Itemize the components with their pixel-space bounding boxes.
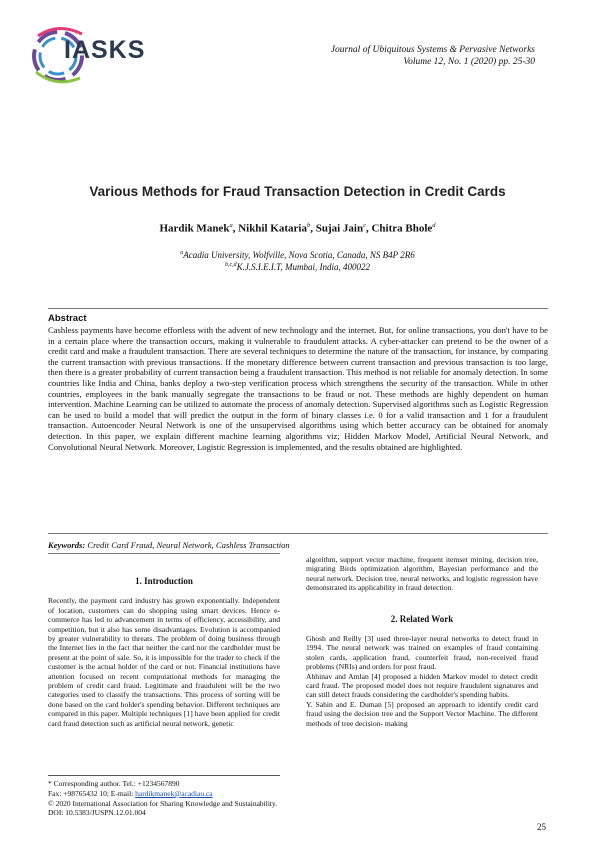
author-name: Sujai Jain bbox=[315, 222, 364, 235]
divider bbox=[48, 533, 548, 534]
copyright: © 2020 International Association for Sharing Knowledge and Sustainability. bbox=[48, 798, 278, 808]
related-paragraph: Y. Sahin and E. Duman [5] proposed an approach to identify credit card fraud using the decision tree and the Support Vector Machine. The different methods of tree decision- making bbox=[306, 699, 538, 728]
affiliation-sup: a bbox=[180, 250, 184, 256]
author-list: Hardik Manek$^a$, Nikhil Kataria$^b$, Sujai Jain$^c$, Chitra Bhole$^d$ bbox=[159, 222, 436, 235]
contact-line bbox=[48, 789, 368, 799]
journal-name: Journal of Ubiquitous Systems & Pervasive Networks bbox=[330, 45, 535, 55]
related-paragraph: Abhinav and Amlan [4] proposed a hidden Markov model to detect credit card fraud. The proposed model does not require fraudulent signatures and can still detect frauds considering the cardholder's spending habits. bbox=[306, 671, 538, 700]
footnote bbox=[48, 779, 368, 818]
author-name: Chitra Bhole bbox=[371, 222, 433, 235]
affiliation bbox=[0, 262, 595, 272]
author-sup: c bbox=[363, 222, 366, 229]
fax-text: Fax: +98765432 10; E-mail: bbox=[48, 788, 136, 798]
abstract-heading: Abstract bbox=[48, 313, 87, 324]
divider bbox=[48, 308, 548, 309]
divider bbox=[48, 553, 280, 554]
affiliation-sup: b,c,d bbox=[225, 262, 237, 268]
keywords bbox=[48, 540, 290, 550]
section-heading: 1. Introduction bbox=[135, 576, 193, 586]
affiliation-text: K.J.S.I.E.I.T, Mumbai, India, 400022 bbox=[236, 262, 370, 272]
doi: DOI: 10.5383/JUSPN.12.01.004 bbox=[48, 808, 146, 818]
keywords-text: Credit Card Fraud, Neural Network, Cashless Transaction bbox=[87, 540, 290, 550]
section-heading: 2. Related Work bbox=[390, 613, 454, 624]
intro-paragraph: Recently, the payment card industry has grown exponentially. Independent of location, customers can do shopping using smart devices. Hence e-commerce has led to advancement in terms of efficiency, accessibility, and competition, but it also has some disadvantages. Evolution is accompanied by greater vulnerability to threats. The problem of doing business through the Internet lies in the fact that neither the card nor the cardholder must be present at the point of sale. So, it is impossible for the trader to check if the customer is the actual holder of the card or not. Financial institutions have attention focused on recent computational methods for managing the problem of credit card fraud. Legitimate and fraudulent will be the two categories used to classify the transactions. This process of sorting will be done based on the card holder's spending behavior. Different techniques are compared in this paper. Multiple techniques [1] have been applied for credit card fraud detection such as artificial neural network, genetic bbox=[48, 596, 280, 728]
journal-issue: Volume 12, No. 1 (2020) pp. 25-30 bbox=[403, 57, 535, 67]
author-name: Hardik Manek bbox=[159, 222, 230, 235]
publisher-logo bbox=[28, 22, 146, 92]
author-sup: a bbox=[229, 222, 233, 229]
author-name: Nikhil Kataria bbox=[238, 222, 307, 235]
corresponding-author: * Corresponding author. Tel.: +1234567890 bbox=[48, 779, 180, 788]
footnote-divider bbox=[48, 775, 280, 776]
keywords-label: Keywords: bbox=[48, 540, 86, 550]
page-number: 25 bbox=[537, 822, 546, 832]
abstract-text: Cashless payments have become effortless with the advent of new technology and the internet. But, for online transactions, you don't have to be in a certain place where the transaction occurs, making it vulnerable to fraudulent attacks. A cyber-attacker can pretend to be the owner of a credit card and make a fraudulent transaction. There are several techniques to determine the nature of the transaction, for instance, by comparing the current transaction with previous transactions. If the monetary difference between current transaction and previous transaction is too large, then there is a greater probability of current transaction being a fraudulent transaction. This method is not reliable for anomaly detection. In some countries like India and China, banks deploy a two-step verification process which strengthens the security of the transaction. While in other countries, employees in the bank manually segregate the transactions to be fraud or not. These methods are highly dependent on human intervention. Machine Learning can be utilized to automate the process of anomaly detection. Supervised algorithms such as Logistic Regression can be used to build a model that will predict the output in the form of binary classes i.e. 0 for a valid transaction and 1 for a fraudulent transaction. Autoencoder Neural Network is one of the unsupervised algorithms using which better accuracy can be obtained for anomaly detection. In this paper, we explain different machine learning algorithms viz; Hidden Markov Model, Artificial Neural Network, and Convolutional Neural Network. Moreover, Logistic Regression is implemented, and the results obtained are highlighted. bbox=[48, 325, 548, 452]
intro-continuation: algorithm, support vector machine, frequent itemset mining, decision tree, migrating Birds optimization algorithm, Bayesian performance and the neural network. Decision tree, neural networks, and logistic regression have demonstrated its applicability in fraud detection. bbox=[306, 555, 538, 593]
logo-text: IASKS bbox=[64, 36, 146, 64]
related-paragraph: Ghosh and Reilly [3] used three-layer neural networks to detect fraud in 1994. The neural network was trained on examples of fraud containing stolen cards, application fraud, counterfeit fraud, non-received fraud problems (NRIs) and orders for post fraud. bbox=[306, 634, 538, 672]
author-sup: b bbox=[306, 222, 311, 229]
email-link[interactable]: hardikmanek@acadiau.ca bbox=[135, 788, 213, 798]
affiliation bbox=[0, 250, 595, 260]
journal-header bbox=[331, 44, 535, 68]
right-column bbox=[306, 555, 538, 728]
author-sup: d bbox=[432, 222, 436, 229]
left-column bbox=[48, 571, 280, 728]
affiliation-text: Acadia University, Wolfville, Nova Scotia, Canada, NS B4P 2R6 bbox=[183, 250, 415, 260]
paper-title: Various Methods for Fraud Transaction Detection in Credit Cards bbox=[89, 184, 506, 199]
